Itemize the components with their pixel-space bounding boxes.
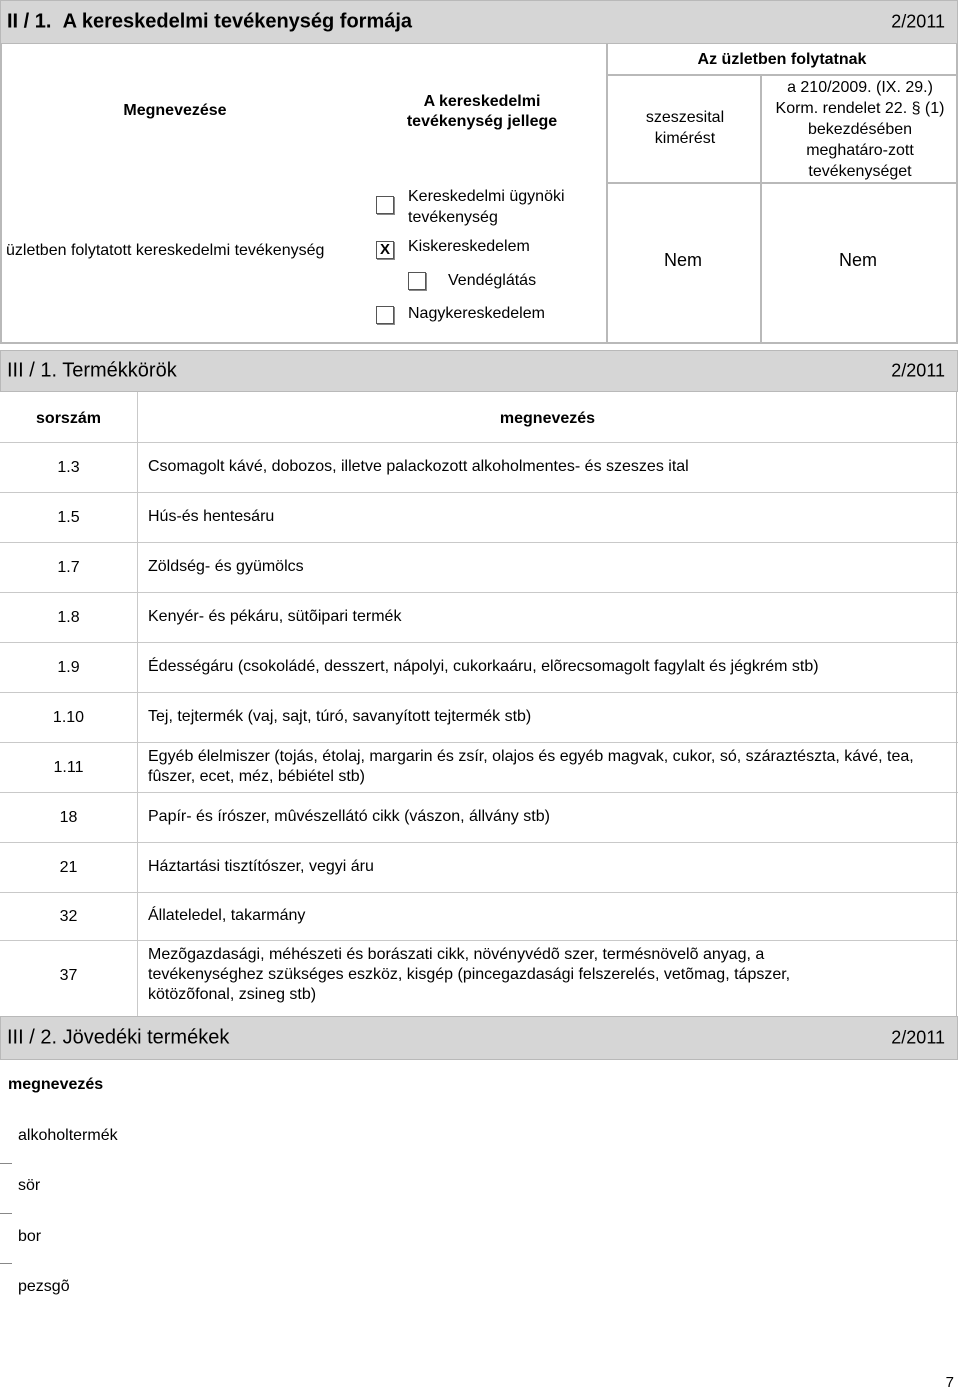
row-name: Egyéb élelmiszer (tojás, étolaj, margarin és zsír, olajos és egyéb magvak, cukor, só, száraztészta, kávé, tea, fûszer, ecet, méz, bébiétel stb) xyxy=(148,748,914,785)
section-ii-title-text: A kereskedelmi tevékenység formája xyxy=(62,10,413,33)
option-checkbox-retail[interactable]: X xyxy=(376,241,394,259)
row-number: 1.5 xyxy=(57,509,80,526)
option-checkbox-wholesale[interactable] xyxy=(376,306,394,324)
section-iii2-prefix: III / 2. xyxy=(7,1026,58,1049)
row-number: 1.9 xyxy=(57,659,80,676)
section-ii-title xyxy=(7,11,412,34)
regulated-value: Nem xyxy=(838,250,877,270)
list-item: sör xyxy=(18,1177,41,1194)
alcohol-value: Nem xyxy=(663,250,702,270)
section-iii1-prefix: III / 1. xyxy=(7,359,58,382)
list-item: bor xyxy=(18,1228,42,1245)
row-number: 1.7 xyxy=(57,559,80,576)
page-number: 7 xyxy=(945,1374,954,1391)
option-label-retail: Kiskereskedelem xyxy=(408,238,530,255)
row-name: Háztartási tisztítószer, vegyi áru xyxy=(148,858,374,875)
option-checkbox-agent[interactable] xyxy=(376,196,394,214)
row-name: Kenyér- és pékáru, sütõipari termék xyxy=(148,608,402,625)
row-name: Állateledel, takarmány xyxy=(148,907,306,924)
row-name: Zöldség- és gyümölcs xyxy=(148,558,304,575)
excise-col-name: megnevezés xyxy=(8,1076,104,1093)
col-no-header: sorszám xyxy=(36,410,101,427)
row-name: Csomagolt kávé, dobozos, illetve palackozott alkoholmentes- és szeszes ital xyxy=(148,458,689,475)
option-checkbox-catering[interactable] xyxy=(408,272,426,290)
row-number: 32 xyxy=(59,908,78,925)
row-number: 1.11 xyxy=(53,759,84,776)
section-iii2-year: 2/2011 xyxy=(891,1027,945,1048)
col-type-header: A kereskedelmi tevékenység jellege xyxy=(406,93,558,130)
section-iii2-title-text: Jövedéki termékek xyxy=(62,1026,230,1049)
activity-row-label: üzletben folytatott kereskedelmi tevékenység xyxy=(6,242,325,259)
row-number: 37 xyxy=(59,967,78,984)
row-name: Tej, tejtermék (vaj, sajt, túró, savanyított tejtermék stb) xyxy=(148,708,532,725)
row-name: Hús-és hentesáru xyxy=(148,508,275,525)
option-label-wholesale: Nagykereskedelem xyxy=(408,305,545,322)
section-iii2-header xyxy=(0,1016,958,1060)
option-label-agent: Kereskedelmi ügynöki tevékenység xyxy=(408,188,565,226)
row-number: 1.10 xyxy=(52,709,85,726)
col-regulated-header: a 210/2009. (IX. 29.) Korm. rendelet 22. § (1) bekezdésében meghatáro-zott tevékenységet xyxy=(775,79,945,180)
col-alcohol-header: szeszesital kimérést xyxy=(645,109,725,147)
row-name: Papír- és írószer, mûvészellátó cikk (vászon, állvány stb) xyxy=(148,808,550,825)
col-name-header: Megnevezése xyxy=(123,102,227,119)
col-group-header: Az üzletben folytatnak xyxy=(697,51,867,68)
section-iii1-title xyxy=(7,360,177,383)
section-ii-prefix: II / 1. xyxy=(7,10,52,33)
row-name: Mezõgazdasági, méhészeti és borászati cikk, növényvédõ szer, termésnövelõ anyag, a tevékenységhez szükséges eszköz, kisgép (pincegazdasági felszerelés, vetõmag, tápszer, kötözõfonal, zsineg stb) xyxy=(148,946,791,1003)
row-number: 21 xyxy=(59,859,78,876)
option-label-catering: Vendéglátás xyxy=(448,272,537,289)
row-number: 18 xyxy=(59,809,78,826)
section-iii1-year: 2/2011 xyxy=(891,360,945,381)
section-ii-year: 2/2011 xyxy=(891,11,945,32)
list-item: alkoholtermék xyxy=(18,1127,118,1144)
row-number: 1.3 xyxy=(57,459,80,476)
row-name: Édességáru (csokoládé, desszert, nápolyi, cukorkaáru, elõrecsomagolt fagylalt és jégkrém stb) xyxy=(148,658,819,675)
col-name-header-products: megnevezés xyxy=(499,410,596,427)
section-iii2-title xyxy=(7,1027,229,1050)
list-item: pezsgõ xyxy=(18,1278,70,1295)
row-number: 1.8 xyxy=(57,609,80,626)
section-ii-header xyxy=(0,0,958,44)
section-iii1-header xyxy=(0,350,958,392)
section-iii1-title-text: Termékkörök xyxy=(62,359,177,382)
